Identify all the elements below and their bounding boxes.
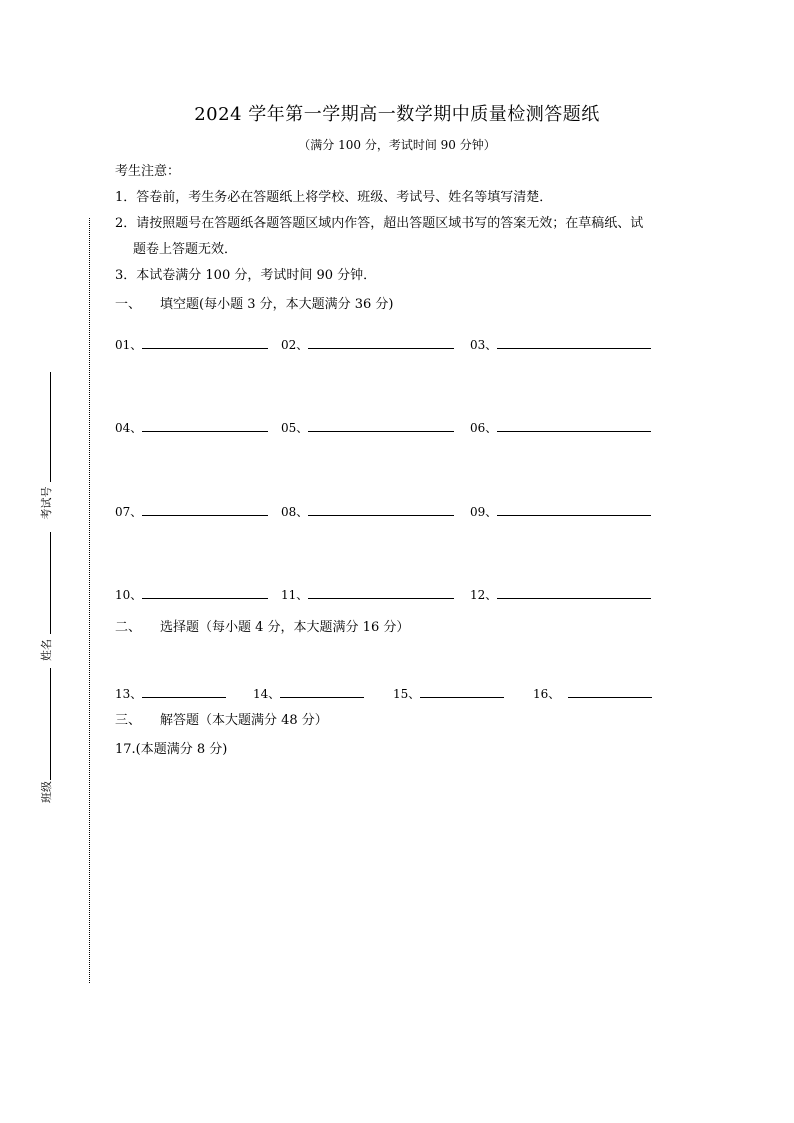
answer-blank-14[interactable] — [280, 683, 364, 698]
notice-item-2-line-2: 题卷上答题无效． — [133, 242, 238, 257]
class-blank[interactable] — [50, 668, 51, 780]
answer-row — [115, 584, 268, 603]
answer-row — [281, 501, 454, 520]
question-number: 02、 — [281, 338, 309, 352]
answer-blank-12[interactable] — [497, 584, 651, 599]
question-number: 16、 — [533, 687, 561, 701]
question-17-heading: 17.(本题满分 8 分) — [115, 742, 228, 757]
page-subtitle: （满分 100 分，考试时间 90 分钟） — [298, 138, 496, 152]
section-1-title: 填空题(每小题 3 分，本大题满分 36 分) — [160, 297, 394, 312]
page-title: 2024 学年第一学期高一数学期中质量检测答题纸 — [194, 104, 600, 125]
answer-row — [470, 501, 651, 520]
exam-no-blank[interactable] — [50, 372, 51, 482]
answer-row — [115, 501, 268, 520]
notice-item-2-line-1: 2．请按照题号在答题纸各题答题区域内作答，超出答题区域书写的答案无效；在草稿纸、试 — [115, 216, 644, 231]
answer-blank-13[interactable] — [142, 683, 226, 698]
question-number: 01、 — [115, 338, 143, 352]
answer-blank-11[interactable] — [308, 584, 454, 599]
answer-row — [115, 334, 268, 353]
binding-dotted-line — [89, 218, 90, 983]
answer-blank-07[interactable] — [142, 501, 268, 516]
class-label: 班级 — [40, 781, 53, 803]
answer-blank-05[interactable] — [308, 417, 454, 432]
answer-blank-06[interactable] — [497, 417, 651, 432]
section-2-number: 二、 — [115, 620, 142, 635]
answer-row — [470, 584, 651, 603]
answer-row — [281, 334, 454, 353]
answer-row — [115, 417, 268, 436]
question-number: 11、 — [281, 588, 309, 602]
question-number: 08、 — [281, 505, 309, 519]
question-number: 10、 — [115, 588, 143, 602]
answer-blank-03[interactable] — [497, 334, 651, 349]
answer-row — [470, 334, 651, 353]
answer-row — [253, 683, 364, 702]
answer-row — [281, 584, 454, 603]
answer-row — [393, 683, 504, 702]
question-number: 13、 — [115, 687, 143, 701]
section-1-number: 一、 — [115, 297, 142, 312]
exam-no-label: 考试号 — [40, 486, 53, 520]
answer-row — [115, 683, 226, 702]
notice-item-1: 1．答卷前，考生务必在答题纸上将学校、班级、考试号、姓名等填写清楚． — [115, 190, 553, 205]
question-17-answer-area[interactable] — [110, 765, 680, 995]
question-number: 07、 — [115, 505, 143, 519]
notice-item-3: 3．本试卷满分 100 分，考试时间 90 分钟． — [115, 268, 377, 283]
answer-blank-01[interactable] — [142, 334, 268, 349]
question-number: 12、 — [470, 588, 498, 602]
answer-row — [470, 417, 651, 436]
question-number: 09、 — [470, 505, 498, 519]
answer-row — [533, 683, 652, 702]
question-number: 15、 — [393, 687, 421, 701]
answer-blank-02[interactable] — [308, 334, 454, 349]
section-2-title: 选择题（每小题 4 分，本大题满分 16 分） — [160, 620, 410, 635]
answer-blank-15[interactable] — [420, 683, 504, 698]
answer-blank-16[interactable] — [568, 683, 652, 698]
section-3-number: 三、 — [115, 713, 142, 728]
question-number: 03、 — [470, 338, 498, 352]
student-info-sidebar — [30, 0, 64, 1123]
answer-blank-04[interactable] — [142, 417, 268, 432]
answer-row — [281, 417, 454, 436]
answer-blank-10[interactable] — [142, 584, 268, 599]
question-number: 14、 — [253, 687, 281, 701]
answer-blank-08[interactable] — [308, 501, 454, 516]
notice-heading: 考生注意： — [115, 164, 181, 179]
answer-blank-09[interactable] — [497, 501, 651, 516]
question-number: 04、 — [115, 421, 143, 435]
question-number: 05、 — [281, 421, 309, 435]
name-blank[interactable] — [50, 532, 51, 634]
section-3-title: 解答题（本大题满分 48 分） — [160, 713, 328, 728]
question-number: 06、 — [470, 421, 498, 435]
name-label: 姓名 — [40, 639, 53, 661]
